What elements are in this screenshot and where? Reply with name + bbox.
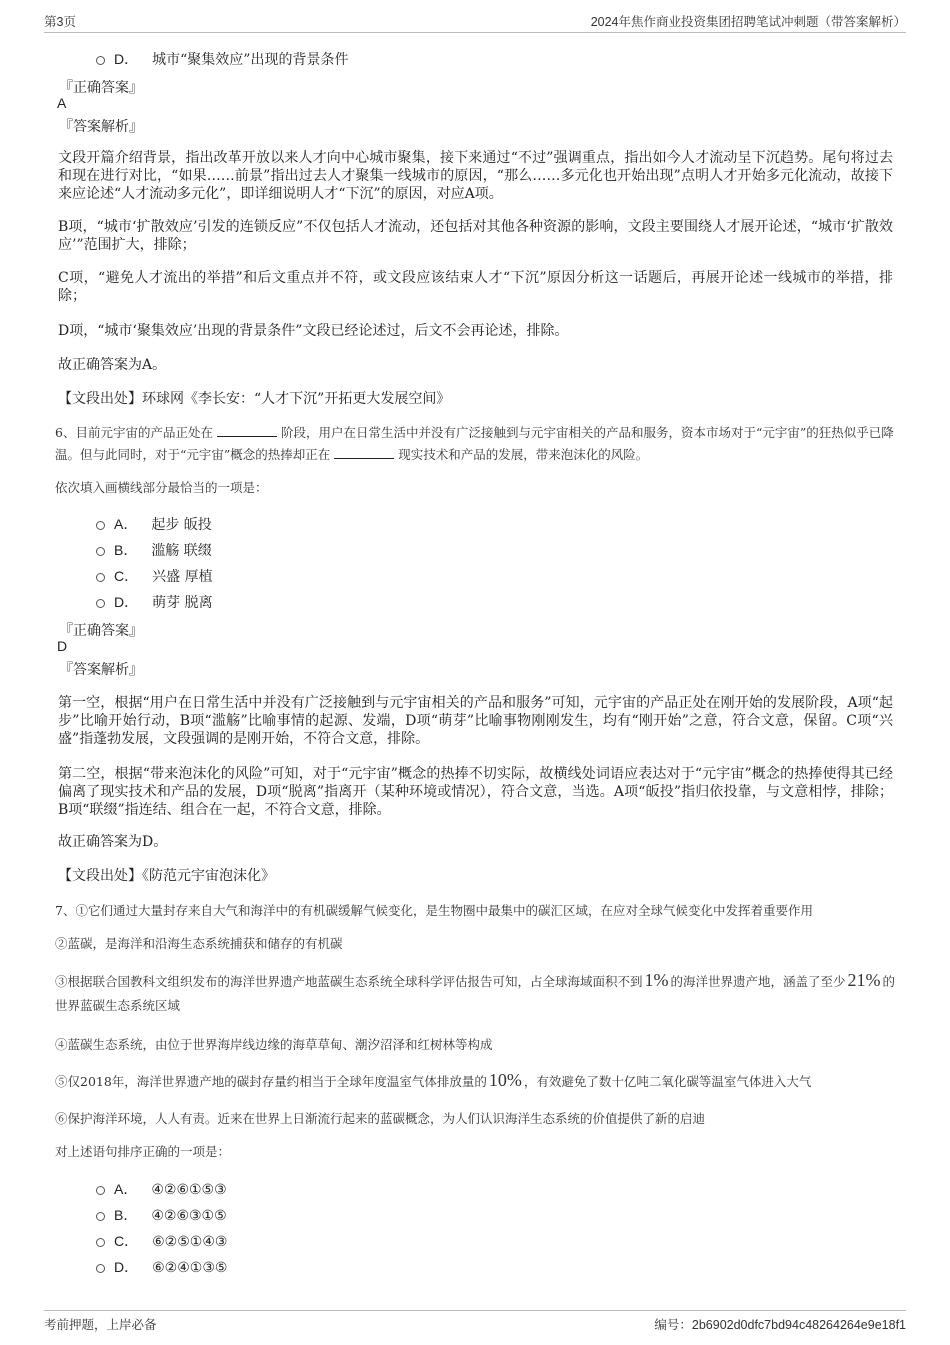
page-header <box>44 8 906 33</box>
percent-10: 10% <box>488 1070 522 1090</box>
q5-analysis-tag: 『答案解析』 <box>59 119 143 135</box>
radio-icon[interactable] <box>96 1238 105 1247</box>
q5-analysis-p5: 故正确答案为A。 <box>58 357 167 373</box>
q7-option-a[interactable]: A． ④②⑥①⑤③ <box>96 1179 227 1199</box>
radio-icon[interactable] <box>96 521 105 530</box>
q6-analysis-p2: 第二空，根据“带来泡沫化的风险”可知，对于“元宇宙”概念的热捧不切实际，故横线处词语应表达对于“元宇宙”概念的热捧使得其已经偏离了现实技术和产品的发展，D项“脱离”指离开（某种环境或情况），符合文意，当选。A项“皈投”指归依投靠，与文意相悖，排除；B项“联缀”指连结、组合在一起，不符合文意，排除。 <box>58 766 893 818</box>
q7-sentence-4: ④蓝碳生态系统，由位于世界海岸线边缘的海草草甸、潮汐沼泽和红树林等构成 <box>55 1037 493 1052</box>
q6-analysis-p1: 第一空，根据“用户在日常生活中并没有广泛接触到与元宇宙相关的产品和服务”可知，元宇宙的产品正处在刚开始的发展阶段，A项“起步”比喻开始行动，B项“滥觞”比喻事情的起源、发端，D项“萌芽”比喻事物刚刚发生，均有“刚开始”之意，符合文意，保留。C项“兴盛”指蓬勃发展，文段强调的是刚开始，不符合文意，排除。 <box>58 695 893 747</box>
page-footer <box>44 1310 906 1337</box>
q6-analysis-p3: 故正确答案为D。 <box>58 834 168 850</box>
q7-instruction: 对上述语句排序正确的一项是： <box>55 1144 231 1159</box>
q6-stem: 6、目前元宇宙的产品正处在 阶段，用户在日常生活中并没有广泛接触到与元宇宙相关的产品和服务，资本市场对于“元宇宙”的狂热似乎已降温。但与此同时，对于“元宇宙”概念的热捧却正在 现实技术和产品的发展，带来泡沫化的风险。 <box>55 425 894 462</box>
radio-icon[interactable] <box>96 1186 105 1195</box>
q6-option-b[interactable]: B． 滥觞 联缀 <box>96 540 212 560</box>
q7-option-c[interactable]: C． ⑥②⑤①④③ <box>96 1231 227 1251</box>
document-title: 2024年焦作商业投资集团招聘笔试冲刺题（带答案解析） <box>590 15 906 29</box>
q5-analysis-p1: 文段开篇介绍背景，指出改革开放以来人才向中心城市聚集，接下来通过“不过”强调重点，指出如今人才流动呈下沉趋势。尾句将过去和现在进行对比，“如果……前景”指出过去人才聚集一线城市的原因，“那么……多元化也开始出现”点明人才开始多元化流动，故接下来应论述“人才流动多元化”，即详细说明人才“下沉”的原因，对应A项。 <box>58 150 893 202</box>
footer-slogan: 考前押题，上岸必备 <box>44 1318 157 1332</box>
q7-sentence-6: ⑥保护海洋环境，人人有责。近来在世界上日渐流行起来的蓝碳概念，为人们认识海洋生态系统的价值提供了新的启迪 <box>55 1111 706 1126</box>
q5-option-d[interactable]: D． 城市“聚集效应”出现的背景条件 <box>96 49 348 69</box>
q6-option-a[interactable]: A． 起步 皈投 <box>96 514 212 534</box>
q6-answer-tag: 『正确答案』 <box>59 623 143 639</box>
fill-blank-2 <box>334 446 394 459</box>
q6-option-c[interactable]: C． 兴盛 厚植 <box>96 566 213 586</box>
radio-icon[interactable] <box>96 573 105 582</box>
radio-icon[interactable] <box>96 56 105 65</box>
q6-source: 【文段出处】《防范元宇宙泡沫化》 <box>58 868 275 884</box>
percent-1: 1% <box>644 970 669 990</box>
footer-serial: 编号：2b6902d0dfc7bd94c48264264e9e18f1 <box>654 1318 906 1332</box>
q5-analysis-p4: D项，“城市‘聚集效应’出现的背景条件”文段已经论述过，后文不会再论述，排除。 <box>58 323 569 339</box>
q6-analysis-tag: 『答案解析』 <box>59 662 143 678</box>
q6-answer: D <box>57 638 68 654</box>
q6-instruction: 依次填入画横线部分最恰当的一项是： <box>55 480 268 495</box>
q5-answer-tag: 『正确答案』 <box>59 80 143 96</box>
radio-icon[interactable] <box>96 1264 105 1273</box>
percent-21: 21% <box>847 970 881 990</box>
q7-option-b[interactable]: B． ④②⑥③①⑤ <box>96 1205 227 1225</box>
q5-source: 【文段出处】环球网《李长安：“人才下沉”开拓更大发展空间》 <box>58 391 451 407</box>
fill-blank-1 <box>217 424 277 437</box>
q7-sentence-1: 7、①它们通过大量封存来自大气和海洋中的有机碳缓解气候变化，是生物圈中最集中的碳汇区域，在应对全球气候变化中发挥着重要作用 <box>55 903 813 918</box>
radio-icon[interactable] <box>96 547 105 556</box>
q7-sentence-2: ②蓝碳，是海洋和沿海生态系统捕获和储存的有机碳 <box>55 936 343 951</box>
q5-answer: A <box>57 95 67 111</box>
q7-option-d[interactable]: D． ⑥②④①③⑤ <box>96 1257 227 1277</box>
page-number: 第3页 <box>44 15 76 29</box>
q7-sentence-5: ⑤仅2018年，海洋世界遗产地的碳封存量约相当于全球年度温室气体排放量的 10% ，有效避免了数十亿吨二氧化碳等温室气体进入大气 <box>55 1070 812 1090</box>
radio-icon[interactable] <box>96 1212 105 1221</box>
radio-icon[interactable] <box>96 599 105 608</box>
q5-analysis-p3: C项，“避免人才流出的举措”和后文重点并不符，或文段应该结束人才“下沉”原因分析这一话题后，再展开论述一线城市的举措，排除； <box>58 270 893 304</box>
q7-sentence-3: ③根据联合国教科文组织发布的海洋世界遗产地蓝碳生态系统全球科学评估报告可知，占全球海域面积不到 1% 的海洋世界遗产地，涵盖了至少 21% 的世界蓝碳生态系统区域 <box>55 970 896 1013</box>
q6-option-d[interactable]: D． 萌芽 脱离 <box>96 592 213 612</box>
q5-analysis-p2: B项，“城市‘扩散效应’引发的连锁反应”不仅包括人才流动，还包括对其他各种资源的影响，文段主要围绕人才展开论述，“城市‘扩散效应’”范围扩大，排除； <box>58 219 893 253</box>
